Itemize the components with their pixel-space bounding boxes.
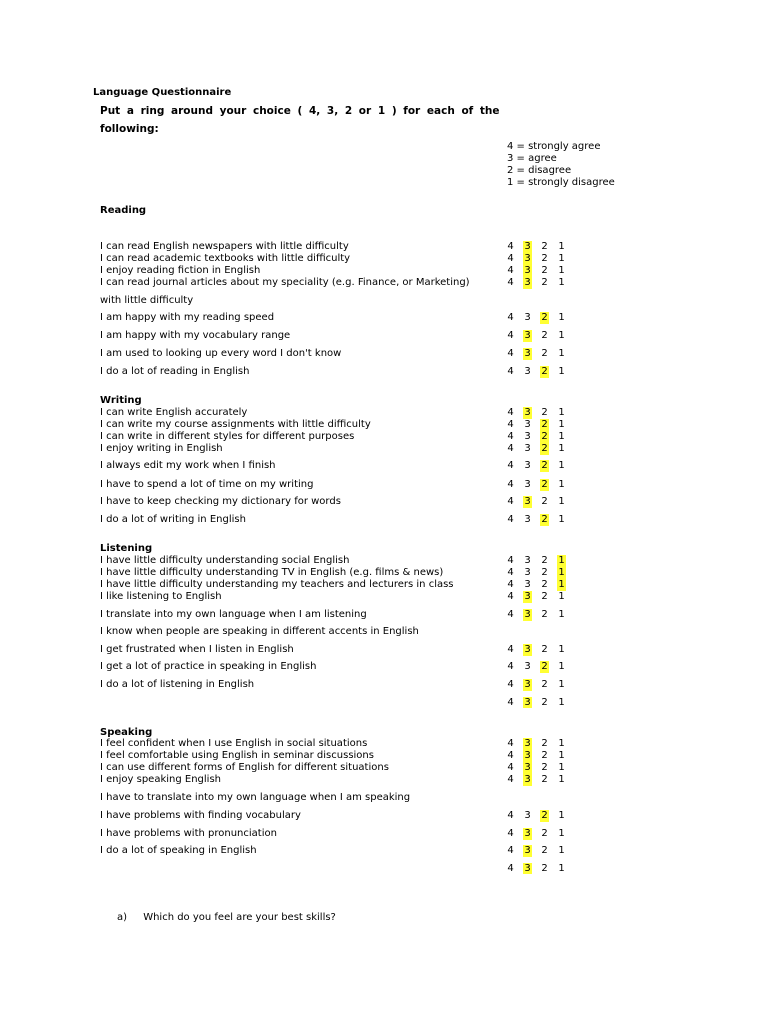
question-row	[100, 496, 580, 508]
rating-option[interactable]: 1	[558, 609, 565, 620]
question-row	[100, 750, 580, 762]
question-text: I have to spend a lot of time on my writing	[100, 479, 314, 490]
rating-option-selected[interactable]: 3	[524, 407, 531, 418]
rating-option[interactable]: 4	[507, 762, 514, 773]
rating-option[interactable]: 1	[558, 661, 565, 672]
rating-option[interactable]: 4	[507, 419, 514, 430]
question-row	[100, 609, 580, 621]
page-title: Language Questionnaire	[93, 87, 232, 98]
rating-option[interactable]: 3	[524, 366, 531, 377]
rating-row-unlabeled	[100, 863, 580, 875]
question-text: I can read academic textbooks with little difficulty	[100, 253, 351, 264]
rating-option[interactable]: 2	[541, 750, 548, 761]
rating-option[interactable]: 2	[541, 496, 548, 507]
rating-option[interactable]: 4	[507, 750, 514, 761]
rating-option[interactable]: 4	[507, 241, 514, 252]
question-text: I have to keep checking my dictionary for words	[100, 496, 341, 507]
rating-option[interactable]: 4	[507, 253, 514, 264]
rating-option[interactable]: 4	[507, 810, 514, 821]
question-row	[100, 644, 580, 656]
rating-option[interactable]: 4	[507, 738, 514, 749]
rating-option-selected[interactable]: 3	[524, 774, 531, 785]
rating-option-selected[interactable]: 3	[524, 738, 531, 749]
legend-item: 1 = strongly disagree	[507, 177, 615, 188]
question-row	[100, 431, 580, 443]
rating-option[interactable]: 3	[524, 443, 531, 454]
rating-option[interactable]: 4	[507, 609, 514, 620]
question-row	[100, 567, 580, 579]
rating-option-selected[interactable]: 3	[524, 496, 531, 507]
rating-option-selected[interactable]: 2	[541, 312, 548, 323]
rating-option[interactable]: 2	[541, 330, 548, 341]
rating-option[interactable]: 2	[541, 609, 548, 620]
question-row	[100, 555, 580, 567]
question-row	[100, 762, 580, 774]
rating-option[interactable]: 2	[541, 679, 548, 690]
rating-option-selected[interactable]: 3	[524, 750, 531, 761]
rating-option[interactable]: 4	[507, 407, 514, 418]
rating-option-selected[interactable]: 2	[541, 514, 548, 525]
rating-option[interactable]: 1	[558, 241, 565, 252]
rating-option-selected[interactable]: 3	[524, 697, 531, 708]
rating-option-selected[interactable]: 3	[524, 679, 531, 690]
rating-option-selected[interactable]: 3	[524, 348, 531, 359]
question-row	[100, 366, 580, 378]
question-row	[100, 330, 580, 342]
rating-option[interactable]: 1	[558, 644, 565, 655]
rating-option[interactable]: 4	[507, 443, 514, 454]
question-text-continued: with little difficulty	[100, 295, 194, 306]
rating-row-unlabeled	[100, 697, 580, 709]
rating-option-selected[interactable]: 2	[541, 419, 548, 430]
rating-option-selected[interactable]: 3	[524, 845, 531, 856]
rating-option[interactable]: 3	[524, 514, 531, 525]
question-text: I like listening to English	[100, 591, 222, 602]
question-text: I do a lot of speaking in English	[100, 845, 257, 856]
question-row	[100, 738, 580, 750]
rating-option-selected[interactable]: 3	[524, 591, 531, 602]
question-text: I enjoy writing in English	[100, 443, 223, 454]
rating-option-selected[interactable]: 2	[541, 460, 548, 471]
question-text: I do a lot of reading in English	[100, 366, 250, 377]
rating-option-selected[interactable]: 3	[524, 253, 531, 264]
question-text: I can use different forms of English for different situations	[100, 762, 389, 773]
rating-option[interactable]: 1	[558, 277, 565, 288]
question-row	[100, 407, 580, 419]
rating-option-selected[interactable]: 3	[524, 241, 531, 252]
question-text: I translate into my own language when I am listening	[100, 609, 367, 620]
rating-option[interactable]: 2	[541, 828, 548, 839]
rating-option[interactable]: 4	[507, 265, 514, 276]
question-text: I feel comfortable using English in seminar discussions	[100, 750, 374, 761]
rating-option[interactable]: 1	[558, 828, 565, 839]
question-row	[100, 626, 580, 638]
rating-option-selected[interactable]: 1	[558, 579, 565, 590]
rating-option[interactable]: 4	[507, 863, 514, 874]
question-row	[100, 241, 580, 253]
question-text: I am happy with my reading speed	[100, 312, 275, 323]
footer-question-label: a)	[117, 912, 128, 923]
rating-option-selected[interactable]: 3	[524, 277, 531, 288]
rating-option[interactable]: 2	[541, 265, 548, 276]
question-text: I have little difficulty understanding social English	[100, 555, 350, 566]
question-text: I am happy with my vocabulary range	[100, 330, 291, 341]
question-text: I can write in different styles for different purposes	[100, 431, 355, 442]
rating-option[interactable]: 2	[541, 762, 548, 773]
rating-option[interactable]: 4	[507, 431, 514, 442]
question-text: I have problems with pronunciation	[100, 828, 277, 839]
rating-option[interactable]: 2	[541, 863, 548, 874]
rating-option[interactable]: 1	[558, 330, 565, 341]
rating-option[interactable]: 1	[558, 845, 565, 856]
question-text: I always edit my work when I finish	[100, 460, 276, 471]
rating-option[interactable]: 3	[524, 567, 531, 578]
rating-option[interactable]: 1	[558, 460, 565, 471]
rating-option[interactable]: 1	[558, 312, 565, 323]
rating-option-selected[interactable]: 2	[541, 443, 548, 454]
question-row	[100, 479, 580, 491]
rating-option[interactable]: 4	[507, 514, 514, 525]
question-row	[100, 679, 580, 691]
question-row	[100, 277, 580, 306]
question-row	[100, 579, 580, 591]
rating-option[interactable]: 4	[507, 679, 514, 690]
rating-option[interactable]: 1	[558, 591, 565, 602]
instructions-line-1: Put a ring around your choice ( 4, 3, 2 or 1 ) for each of the	[100, 105, 500, 117]
rating-option[interactable]: 1	[558, 419, 565, 430]
question-row	[100, 253, 580, 265]
rating-option[interactable]: 2	[541, 241, 548, 252]
question-text: I can write my course assignments with little difficulty	[100, 419, 371, 430]
rating-option-selected[interactable]: 2	[541, 810, 548, 821]
rating-option[interactable]: 4	[507, 348, 514, 359]
rating-option[interactable]: 4	[507, 661, 514, 672]
question-text: I get frustrated when I listen in English	[100, 644, 294, 655]
question-row	[100, 591, 580, 603]
footer-question	[117, 912, 336, 924]
rating-option[interactable]: 1	[558, 496, 565, 507]
rating-option[interactable]: 3	[524, 810, 531, 821]
rating-option[interactable]: 1	[558, 762, 565, 773]
rating-option-selected[interactable]: 2	[541, 366, 548, 377]
rating-option[interactable]: 2	[541, 348, 548, 359]
question-text: I do a lot of listening in English	[100, 679, 255, 690]
rating-option-selected[interactable]: 3	[524, 265, 531, 276]
rating-option[interactable]: 1	[558, 265, 565, 276]
rating-option-selected[interactable]: 2	[541, 479, 548, 490]
rating-option[interactable]: 2	[541, 567, 548, 578]
question-text: I do a lot of writing in English	[100, 514, 246, 525]
question-row	[100, 514, 580, 526]
question-text: I have little difficulty understanding my teachers and lecturers in class	[100, 579, 454, 590]
rating-option[interactable]: 1	[558, 750, 565, 761]
question-row	[100, 828, 580, 840]
section-heading: Listening	[100, 543, 153, 554]
rating-option-selected[interactable]: 1	[558, 567, 565, 578]
question-row	[100, 792, 580, 804]
rating-option[interactable]: 3	[524, 419, 531, 430]
question-row	[100, 661, 580, 673]
legend-item: 3 = agree	[507, 153, 557, 164]
rating-option[interactable]: 1	[558, 431, 565, 442]
rating-option[interactable]: 2	[541, 697, 548, 708]
question-row	[100, 845, 580, 857]
question-text: I know when people are speaking in different accents in English	[100, 626, 419, 637]
rating-option[interactable]: 2	[541, 591, 548, 602]
section-heading: Writing	[100, 395, 142, 406]
question-text: I have little difficulty understanding TV in English (e.g. films & news)	[100, 567, 444, 578]
rating-option[interactable]: 2	[541, 277, 548, 288]
rating-option-selected[interactable]: 3	[524, 330, 531, 341]
rating-option[interactable]: 4	[507, 644, 514, 655]
rating-option[interactable]: 1	[558, 774, 565, 785]
rating-option[interactable]: 1	[558, 697, 565, 708]
question-text: I can write English accurately	[100, 407, 248, 418]
question-text: I have to translate into my own language when I am speaking	[100, 792, 411, 803]
question-row	[100, 460, 580, 472]
question-text: I feel confident when I use English in social situations	[100, 738, 368, 749]
rating-option[interactable]: 4	[507, 567, 514, 578]
rating-option[interactable]: 2	[541, 555, 548, 566]
rating-option[interactable]: 2	[541, 644, 548, 655]
rating-option[interactable]: 2	[541, 579, 548, 590]
question-text: I get a lot of practice in speaking in English	[100, 661, 317, 672]
rating-option[interactable]: 4	[507, 828, 514, 839]
legend-item: 2 = disagree	[507, 165, 572, 176]
question-text: I am used to looking up every word I don't know	[100, 348, 342, 359]
legend-item: 4 = strongly agree	[507, 141, 601, 152]
rating-option[interactable]: 1	[558, 679, 565, 690]
rating-option[interactable]: 1	[558, 348, 565, 359]
rating-option-selected[interactable]: 2	[541, 431, 548, 442]
rating-option-selected[interactable]: 3	[524, 828, 531, 839]
rating-option[interactable]: 1	[558, 863, 565, 874]
rating-option[interactable]: 3	[524, 555, 531, 566]
rating-option[interactable]: 1	[558, 810, 565, 821]
question-text: I have problems with finding vocabulary	[100, 810, 301, 821]
rating-option[interactable]: 4	[507, 479, 514, 490]
question-text: I can read journal articles about my speciality (e.g. Finance, or Marketing)	[100, 277, 470, 288]
rating-option[interactable]: 1	[558, 738, 565, 749]
rating-option[interactable]: 4	[507, 312, 514, 323]
section-heading: Reading	[100, 205, 147, 216]
rating-option[interactable]: 4	[507, 460, 514, 471]
rating-option-selected[interactable]: 2	[541, 661, 548, 672]
question-row	[100, 348, 580, 360]
rating-option[interactable]: 3	[524, 661, 531, 672]
question-text: I enjoy reading fiction in English	[100, 265, 261, 276]
rating-option[interactable]: 2	[541, 253, 548, 264]
question-row	[100, 312, 580, 324]
rating-option[interactable]: 2	[541, 774, 548, 785]
rating-option-selected[interactable]: 1	[558, 555, 565, 566]
rating-option[interactable]: 4	[507, 366, 514, 377]
rating-option[interactable]: 4	[507, 579, 514, 590]
rating-option[interactable]: 4	[507, 555, 514, 566]
question-row	[100, 774, 580, 786]
rating-option[interactable]: 3	[524, 431, 531, 442]
rating-option[interactable]: 1	[558, 366, 565, 377]
rating-option[interactable]: 1	[558, 253, 565, 264]
rating-option[interactable]: 2	[541, 407, 548, 418]
rating-option-selected[interactable]: 3	[524, 609, 531, 620]
rating-option[interactable]: 1	[558, 407, 565, 418]
rating-option[interactable]: 2	[541, 738, 548, 749]
rating-option-selected[interactable]: 3	[524, 644, 531, 655]
rating-option[interactable]: 3	[524, 579, 531, 590]
rating-option[interactable]: 4	[507, 496, 514, 507]
rating-option[interactable]: 1	[558, 514, 565, 525]
rating-option[interactable]: 4	[507, 591, 514, 602]
rating-option[interactable]: 3	[524, 479, 531, 490]
rating-option[interactable]: 1	[558, 443, 565, 454]
rating-option[interactable]: 3	[524, 312, 531, 323]
question-row	[100, 265, 580, 277]
question-row	[100, 443, 580, 455]
rating-option[interactable]: 4	[507, 330, 514, 341]
section-heading: Speaking	[100, 727, 153, 738]
rating-option[interactable]: 2	[541, 845, 548, 856]
rating-option[interactable]: 4	[507, 845, 514, 856]
instructions-line-2: following:	[100, 123, 159, 135]
question-row	[100, 810, 580, 822]
rating-option-selected[interactable]: 3	[524, 863, 531, 874]
rating-option[interactable]: 3	[524, 460, 531, 471]
rating-option[interactable]: 4	[507, 774, 514, 785]
footer-question-text: Which do you feel are your best skills?	[143, 912, 336, 923]
rating-option[interactable]: 4	[507, 697, 514, 708]
rating-option[interactable]: 1	[558, 479, 565, 490]
question-text: I can read English newspapers with little difficulty	[100, 241, 349, 252]
rating-option-selected[interactable]: 3	[524, 762, 531, 773]
question-text: I enjoy speaking English	[100, 774, 221, 785]
question-row	[100, 419, 580, 431]
rating-option[interactable]: 4	[507, 277, 514, 288]
